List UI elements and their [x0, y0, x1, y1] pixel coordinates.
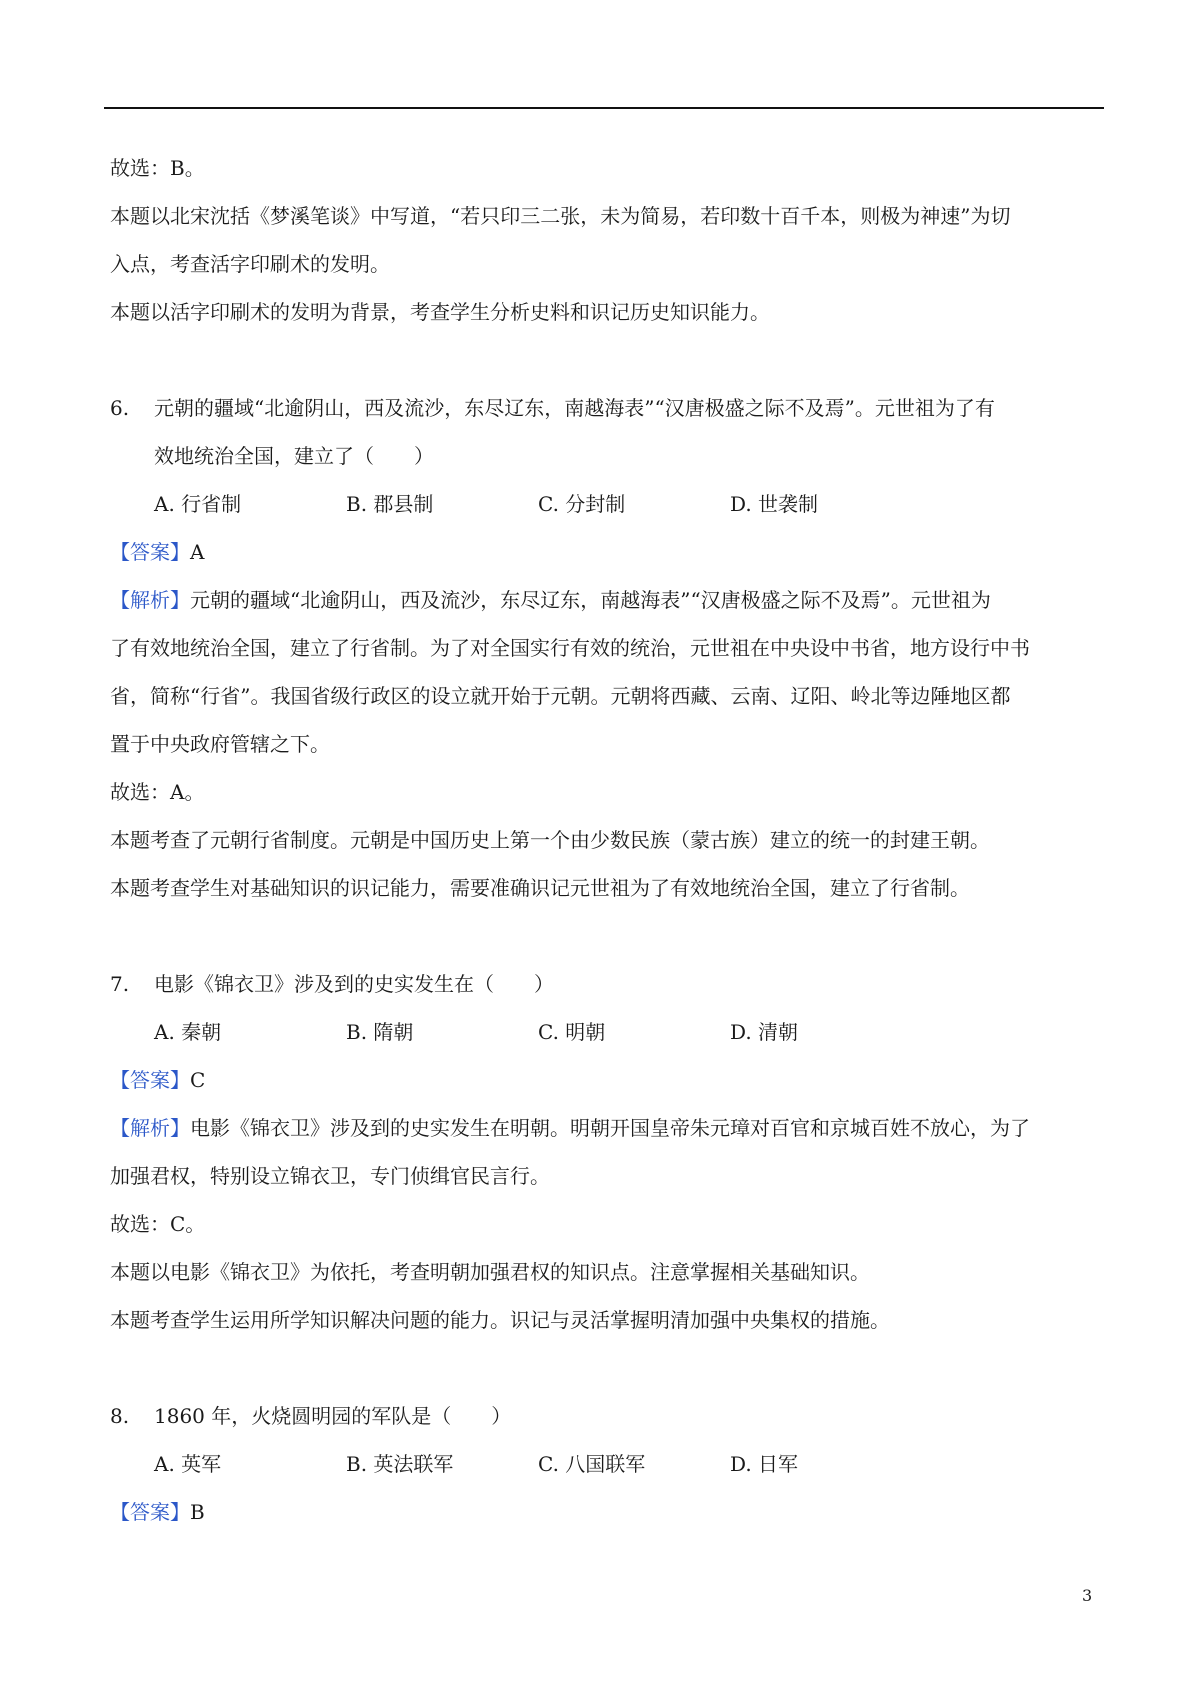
- q6-point-2: 本题考查学生对基础知识的识记能力，需要准确识记元世祖为了有效地统治全国，建立了行省制。: [110, 876, 970, 900]
- q6-conclusion: 故选：A。: [110, 780, 205, 804]
- answer-label: 【答案】: [110, 1500, 190, 1524]
- q6-point-1: 本题考查了元朝行省制度。元朝是中国历史上第一个由少数民族（蒙古族）建立的统一的封建王朝。: [110, 828, 990, 852]
- q8-option-b: B. 英法联军: [346, 1452, 454, 1476]
- q7-option-d: D. 清朝: [730, 1020, 799, 1044]
- q8-stem-1: 1860 年，火烧圆明园的军队是（ ）: [154, 1404, 512, 1428]
- q7-answer-line: [110, 1066, 205, 1094]
- q6-option-c: C. 分封制: [538, 492, 626, 516]
- q7-point-2: 本题考查学生运用所学知识解决问题的能力。识记与灵活掌握明清加强中央集权的措施。: [110, 1308, 890, 1332]
- q7-point-1: 本题以电影《锦衣卫》为依托，考查明朝加强君权的知识点。注意掌握相关基础知识。: [110, 1260, 870, 1284]
- prev-point-2: 本题以活字印刷术的发明为背景，考查学生分析史料和识记历史知识能力。: [110, 300, 770, 324]
- q7-analysis-1: 电影《锦衣卫》涉及到的史实发生在明朝。明朝开国皇帝朱元璋对百官和京城百姓不放心，为了: [190, 1116, 1030, 1140]
- q6-option-b: B. 郡县制: [346, 492, 434, 516]
- prev-conclusion: 故选：B。: [110, 156, 205, 180]
- q6-option-d: D. 世袭制: [730, 492, 819, 516]
- prev-point-1a: 本题以北宋沈括《梦溪笔谈》中写道，“若只印三二张，未为简易，若印数十百千本，则极为神速”为切: [110, 204, 1011, 228]
- q6-analysis-2: 了有效地统治全国，建立了行省制。为了对全国实行有效的统治，元世祖在中央设中书省，地方设行中书: [110, 636, 1030, 660]
- q6-stem-line-1: [110, 394, 995, 422]
- analysis-label: 【解析】: [110, 1116, 190, 1140]
- prev-point-1b: 入点，考查活字印刷术的发明。: [110, 252, 390, 276]
- q6-analysis-3: 省，简称“行省”。我国省级行政区的设立就开始于元朝。元朝将西藏、云南、辽阳、岭北等边陲地区都: [110, 684, 1011, 708]
- q7-answer: C: [190, 1068, 206, 1092]
- q7-analysis-2: 加强君权，特别设立锦衣卫，专门侦缉官民言行。: [110, 1164, 550, 1188]
- q6-option-a: A. 行省制: [154, 492, 242, 516]
- q6-analysis-line-1: [110, 586, 991, 614]
- q7-analysis-line-1: [110, 1114, 1030, 1142]
- q8-number: 8.: [110, 1404, 130, 1428]
- q6-number: 6.: [110, 396, 130, 420]
- answer-label: 【答案】: [110, 540, 190, 564]
- header-rule: [104, 107, 1104, 109]
- q6-stem-2: 效地统治全国，建立了（ ）: [154, 444, 434, 468]
- q6-answer-line: [110, 538, 204, 566]
- q7-option-c: C. 明朝: [538, 1020, 606, 1044]
- q6-analysis-4: 置于中央政府管辖之下。: [110, 732, 330, 756]
- page-number: 3: [1082, 1586, 1093, 1605]
- analysis-label: 【解析】: [110, 588, 190, 612]
- q7-stem-line-1: [110, 970, 554, 998]
- q6-stem-1: 元朝的疆域“北逾阴山，西及流沙，东尽辽东，南越海表”“汉唐极盛之际不及焉”。元世祖为了有: [154, 396, 995, 420]
- q8-answer-line: [110, 1498, 205, 1526]
- answer-label: 【答案】: [110, 1068, 190, 1092]
- q8-option-d: D. 日军: [730, 1452, 799, 1476]
- q8-stem-line-1: [110, 1402, 511, 1430]
- q8-answer: B: [190, 1500, 205, 1524]
- q7-stem-1: 电影《锦衣卫》涉及到的史实发生在（ ）: [154, 972, 554, 996]
- q6-answer: A: [190, 540, 205, 564]
- q7-option-b: B. 隋朝: [346, 1020, 414, 1044]
- q8-option-a: A. 英军: [154, 1452, 222, 1476]
- q8-option-c: C. 八国联军: [538, 1452, 646, 1476]
- q7-conclusion: 故选：C。: [110, 1212, 206, 1236]
- q6-analysis-1: 元朝的疆域“北逾阴山，西及流沙，东尽辽东，南越海表”“汉唐极盛之际不及焉”。元世祖为: [190, 588, 991, 612]
- q7-option-a: A. 秦朝: [154, 1020, 222, 1044]
- q7-number: 7.: [110, 972, 130, 996]
